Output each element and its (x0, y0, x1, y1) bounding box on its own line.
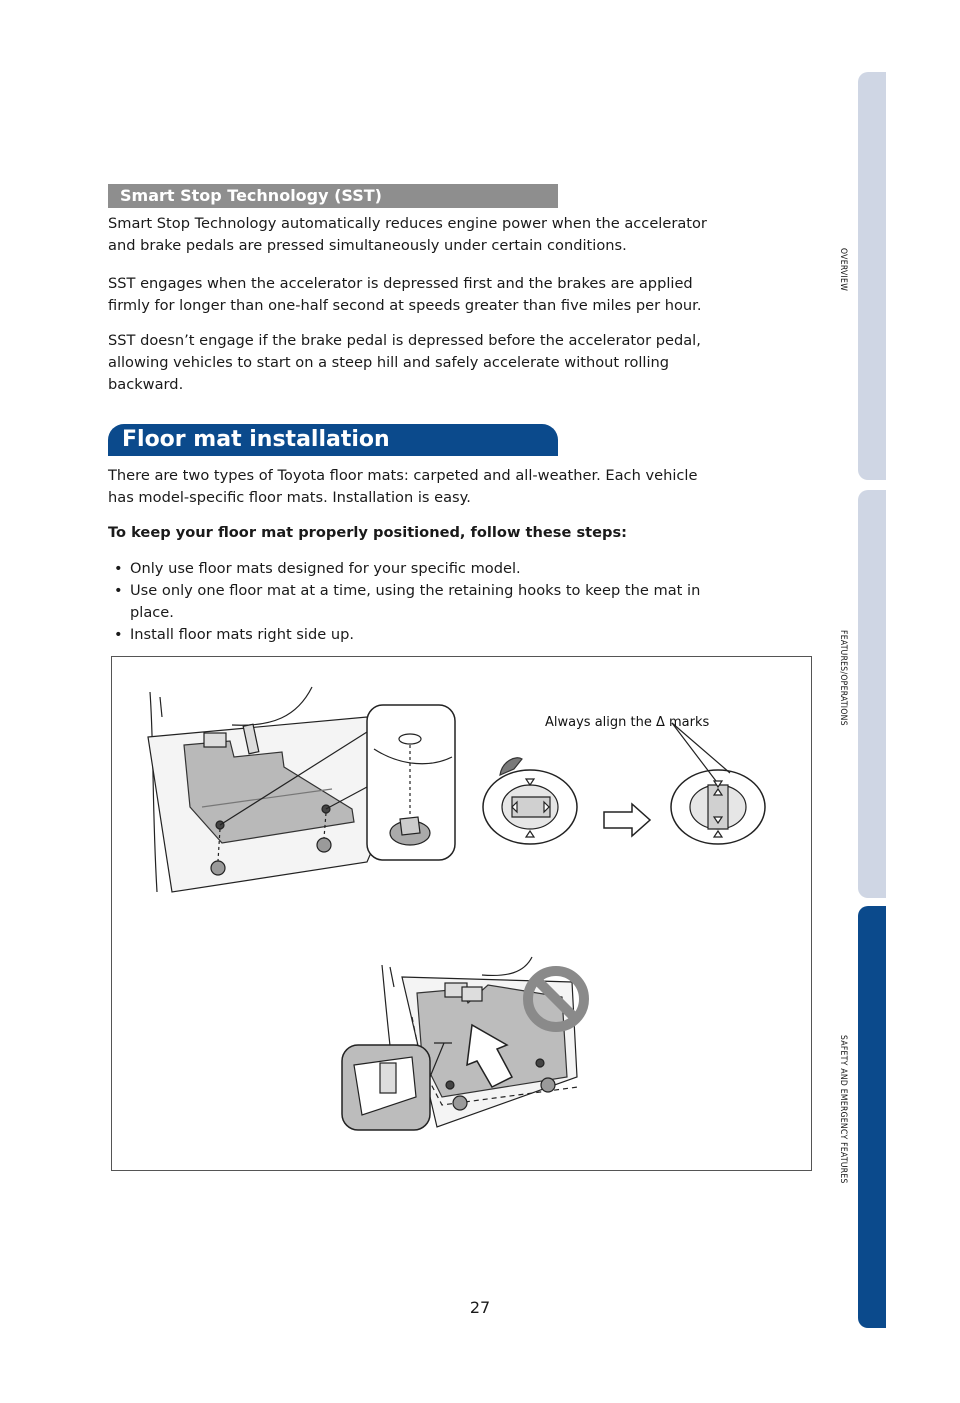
text-line: and brake pedals are pressed simultaneously under certain conditions. (108, 237, 627, 254)
tab-overview-label: OVERVIEW (838, 248, 848, 292)
list-item-text: Install floor mats right side up. (130, 626, 355, 643)
tab-overview[interactable] (858, 72, 886, 480)
sst-paragraph-1 (108, 213, 808, 257)
steps-intro: To keep your floor mat properly positioned, follow these steps: (108, 524, 627, 541)
list-item (108, 558, 808, 580)
list-item-text: • Use only one floor mat at a time, using the retaining hooks to keep the mat in (130, 582, 701, 599)
floor-mat-heading: Floor mat installation (108, 424, 558, 456)
sst-paragraph-2 (108, 273, 808, 317)
text-line: Smart Stop Technology automatically reduces engine power when the accelerator (108, 215, 707, 232)
tab-features-operations-label: FEATURES/OPERATIONS (838, 630, 848, 726)
page-number: 27 (469, 1298, 491, 1317)
floor-mat-illustration (111, 656, 812, 1171)
text-line: has model-specific floor mats. Installation is easy. (108, 489, 471, 506)
align-marks-callout: Always align the Δ marks (545, 715, 710, 730)
illustration-svg (112, 657, 811, 1170)
tab-safety-emergency-label: SAFETY AND EMERGENCY FEATURES (838, 1035, 848, 1184)
text-line: There are two types of Toyota floor mats: carpeted and all-weather. Each vehicle (108, 467, 698, 484)
tab-features-operations[interactable] (858, 490, 886, 898)
list-item (108, 580, 808, 624)
text-line: firmly for longer than one-half second at speeds greater than five miles per hour. (108, 297, 702, 314)
sst-heading: Smart Stop Technology (SST) (108, 184, 558, 208)
list-item (108, 624, 808, 646)
sst-paragraph-3 (108, 330, 808, 396)
floor-mat-paragraph (108, 465, 808, 509)
text-line: SST doesn’t engage if the brake pedal is depressed before the accelerator pedal, (108, 332, 701, 349)
list-item-text: Only use floor mats designed for your specific model. (130, 560, 521, 577)
tab-safety-emergency[interactable] (858, 906, 886, 1328)
text-line: backward. (108, 376, 184, 393)
list-item-text: place. (130, 604, 174, 621)
steps-list (108, 558, 808, 646)
text-line: allowing vehicles to start on a steep hill and safely accelerate without rolling (108, 354, 670, 371)
text-line: SST engages when the accelerator is depressed first and the brakes are applied (108, 275, 693, 292)
